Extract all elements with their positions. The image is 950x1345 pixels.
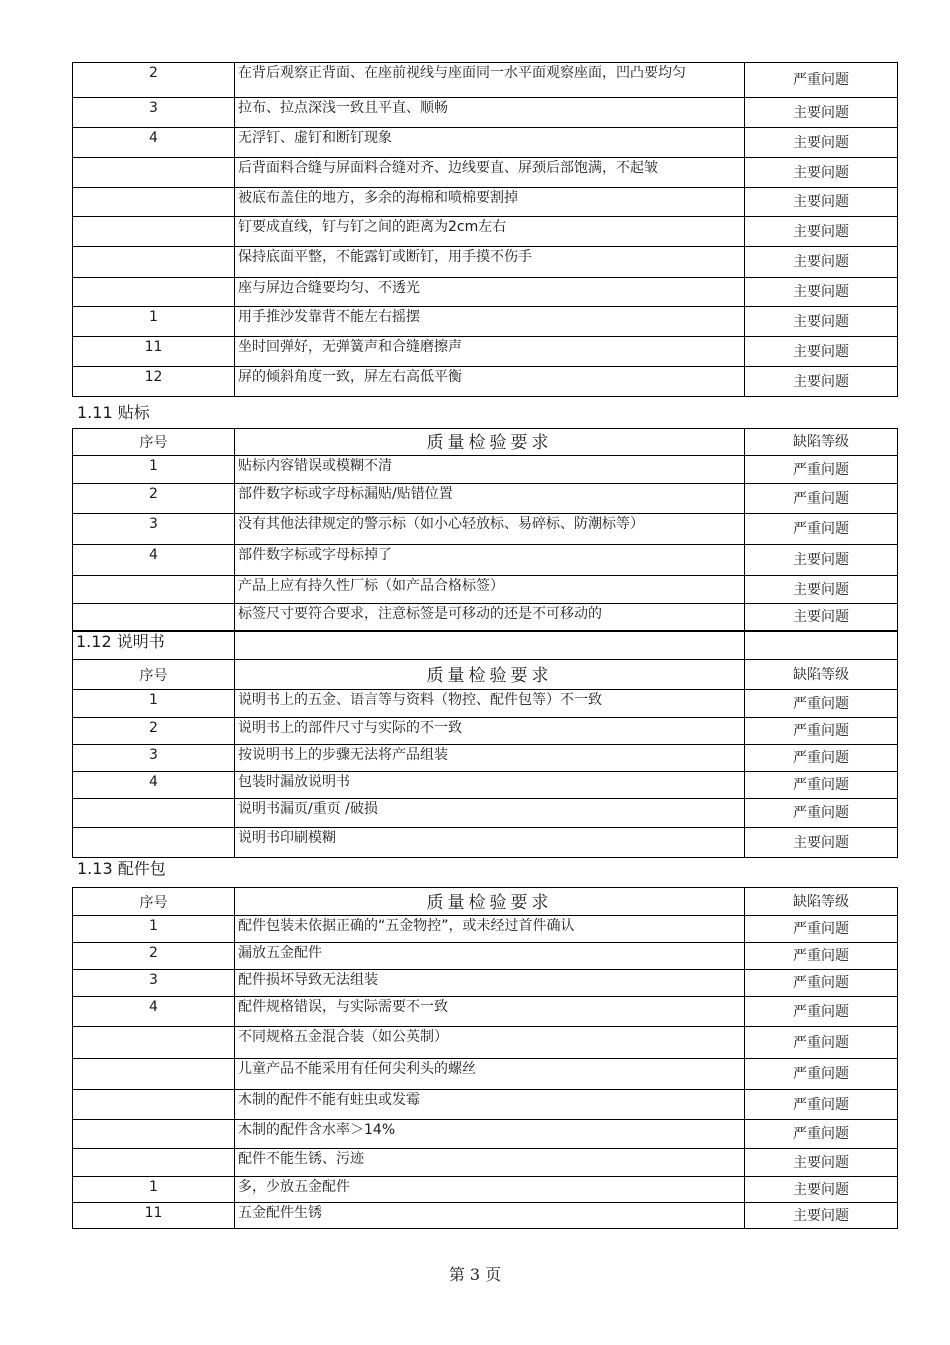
- row-number: [76, 158, 231, 160]
- defect-level-cell: [745, 188, 898, 217]
- table-row: [73, 1203, 898, 1229]
- defect-level: 严重问题: [793, 723, 849, 739]
- defect-level-cell: [745, 718, 898, 745]
- defect-level: 主要问题: [793, 1181, 849, 1198]
- row-number-cell: [73, 1203, 235, 1229]
- requirement-text-cell: [235, 888, 745, 916]
- defect-level-cell: [745, 997, 898, 1027]
- defect-level-cell: [745, 1120, 898, 1149]
- requirement-text: 后背面料合缝与屏面料合缝对齐、边线要直、屏颈后部饱满，不起皱: [238, 160, 658, 176]
- row-number: 序号: [139, 667, 168, 684]
- table-row: [73, 718, 898, 745]
- table-row: [73, 217, 898, 247]
- table-row: [73, 1177, 898, 1203]
- defect-level-cell: [745, 745, 898, 772]
- defect-level-cell: [745, 63, 898, 98]
- requirement-text-cell: [235, 128, 745, 158]
- row-number-cell: [73, 188, 235, 217]
- defect-level: 严重问题: [793, 777, 849, 793]
- defect-level-cell: [745, 772, 898, 799]
- row-number: 2: [149, 720, 158, 736]
- defect-level-cell: [745, 970, 898, 997]
- table-row: [73, 337, 898, 367]
- table-row: [73, 1059, 898, 1090]
- requirement-text-cell: [235, 429, 745, 456]
- requirement-text: 保持底面平整，不能露钉或断钉，用手摸不伤手: [238, 249, 532, 265]
- table-row: [73, 456, 898, 484]
- row-number: 1: [149, 309, 158, 325]
- row-number-cell: [73, 799, 235, 828]
- row-number: 3: [149, 516, 158, 532]
- requirement-text-cell: [235, 1059, 745, 1090]
- row-number-cell: [73, 997, 235, 1027]
- defect-level-cell: [745, 545, 898, 576]
- requirement-text: 质量检验要求: [426, 892, 553, 913]
- table-row: [73, 1120, 898, 1149]
- defect-level-cell: [745, 576, 898, 604]
- table-row: [73, 943, 898, 970]
- row-number: [76, 1027, 231, 1029]
- defect-level-cell: [745, 456, 898, 484]
- defect-level-cell: [745, 1203, 898, 1229]
- table-row: [73, 367, 898, 397]
- defect-level-cell: [745, 1149, 898, 1177]
- row-number: 11: [144, 1205, 163, 1221]
- requirement-text-cell: [235, 1090, 745, 1120]
- defect-level: 严重问题: [793, 1066, 849, 1082]
- requirement-text-cell: [235, 545, 745, 576]
- requirement-text-cell: [235, 828, 745, 858]
- requirement-text-cell: [235, 98, 745, 128]
- row-number-cell: [73, 1090, 235, 1120]
- table-row: [73, 745, 898, 772]
- defect-level: 缺陷等级: [793, 893, 849, 910]
- row-number: [76, 576, 231, 578]
- row-number-cell: [73, 247, 235, 278]
- table-row: [73, 576, 898, 604]
- row-number-cell: [73, 307, 235, 337]
- requirement-text: 屏的倾斜角度一致，屏左右高低平衡: [238, 369, 462, 385]
- row-number: 3: [149, 972, 158, 988]
- defect-level: 严重问题: [793, 921, 849, 937]
- section-title-cell: [73, 632, 235, 660]
- row-number: 序号: [139, 894, 168, 911]
- row-number: 11: [144, 339, 163, 355]
- requirement-text-cell: [235, 456, 745, 484]
- defect-level-cell: [745, 514, 898, 545]
- requirement-text: 坐时回弹好，无弹簧声和合缝磨擦声: [238, 339, 462, 355]
- table-row: [73, 158, 898, 188]
- table-row: [73, 799, 898, 828]
- defect-level-cell: [745, 1090, 898, 1120]
- requirement-text-cell: [235, 1177, 745, 1203]
- table-row: [73, 828, 898, 858]
- row-number: 1: [149, 918, 158, 934]
- quality-table-1-11: [72, 428, 898, 631]
- table-row: [73, 1027, 898, 1059]
- row-number-cell: [73, 660, 235, 690]
- defect-level: 严重问题: [793, 521, 849, 537]
- row-number-cell: [73, 128, 235, 158]
- defect-level-cell: [745, 690, 898, 718]
- table-row: [73, 997, 898, 1027]
- requirement-text: 部件数字标或字母标掉了: [238, 547, 392, 563]
- defect-level-cell: [745, 1177, 898, 1203]
- empty-cell: [745, 632, 898, 660]
- requirement-text-cell: [235, 1027, 745, 1059]
- requirement-text: 说明书漏页/重页 /破损: [238, 801, 378, 817]
- defect-level: 主要问题: [793, 1154, 849, 1171]
- defect-level-cell: [745, 916, 898, 943]
- row-number: 4: [149, 774, 158, 790]
- requirement-text: 拉布、拉点深浅一致且平直、顺畅: [238, 100, 448, 116]
- defect-level-cell: [745, 888, 898, 916]
- section-title-1-12: 1.12 说明书: [76, 632, 165, 651]
- table-row: [73, 247, 898, 278]
- table-header-row: [73, 888, 898, 916]
- row-number: 1: [149, 1179, 158, 1195]
- row-number: 2: [149, 65, 158, 81]
- defect-level: 严重问题: [793, 1096, 849, 1113]
- section-title-row: [73, 632, 898, 660]
- row-number-cell: [73, 63, 235, 98]
- table-row: [73, 1090, 898, 1120]
- row-number: 3: [149, 747, 158, 763]
- row-number-cell: [73, 576, 235, 604]
- quality-table-1-13: [72, 887, 898, 1229]
- row-number: [76, 217, 231, 219]
- row-number: 3: [149, 100, 158, 116]
- requirement-text-cell: [235, 217, 745, 247]
- empty-cell: [235, 632, 745, 660]
- row-number: 序号: [139, 435, 168, 451]
- row-number: [76, 1149, 231, 1151]
- defect-level: 主要问题: [793, 373, 849, 390]
- table-row: [73, 604, 898, 631]
- requirement-text: 产品上应有持久性厂标（如产品合格标签）: [238, 578, 504, 594]
- defect-level: 缺陷等级: [793, 666, 849, 683]
- defect-level-cell: [745, 660, 898, 690]
- requirement-text-cell: [235, 799, 745, 828]
- requirement-text: 配件包装未依据正确的“五金物控”，或未经过首件确认: [238, 918, 575, 934]
- requirement-text: 钉要成直线，钉与钉之间的距离为2cm左右: [238, 219, 507, 235]
- defect-level: 主要问题: [793, 134, 849, 151]
- table-row: [73, 307, 898, 337]
- defect-level-cell: [745, 604, 898, 631]
- defect-level: 主要问题: [793, 104, 849, 121]
- requirement-text-cell: [235, 660, 745, 690]
- table-row: [73, 545, 898, 576]
- requirement-text-cell: [235, 970, 745, 997]
- defect-level-cell: [745, 943, 898, 970]
- defect-level: 严重问题: [793, 72, 849, 88]
- row-number: 1: [149, 458, 158, 474]
- defect-level: 主要问题: [793, 834, 849, 851]
- table-header-row: [73, 429, 898, 456]
- requirement-text-cell: [235, 1203, 745, 1229]
- requirement-text-cell: [235, 158, 745, 188]
- row-number: 4: [149, 130, 158, 146]
- requirement-text-cell: [235, 943, 745, 970]
- defect-level-cell: [745, 98, 898, 128]
- defect-level: 缺陷等级: [793, 434, 849, 450]
- defect-level: 主要问题: [793, 313, 849, 330]
- row-number-cell: [73, 1120, 235, 1149]
- requirement-text: 标签尺寸要符合要求，注意标签是可移动的还是不可移动的: [238, 606, 602, 622]
- defect-level: 主要问题: [793, 194, 849, 210]
- defect-level-cell: [745, 217, 898, 247]
- requirement-text-cell: [235, 278, 745, 307]
- row-number-cell: [73, 278, 235, 307]
- requirement-text: 用手推沙发靠背不能左右摇摆: [238, 309, 420, 325]
- defect-level: 严重问题: [793, 1034, 849, 1051]
- page-number: 第 3 页: [448, 1265, 502, 1284]
- requirement-text: 按说明书上的步骤无法将产品组装: [238, 747, 448, 763]
- defect-level: 严重问题: [793, 1126, 849, 1142]
- requirement-text: 被底布盖住的地方，多余的海棉和喷棉要割掉: [238, 190, 518, 206]
- row-number: 4: [149, 999, 158, 1015]
- row-number-cell: [73, 604, 235, 631]
- requirement-text-cell: [235, 576, 745, 604]
- row-number-cell: [73, 514, 235, 545]
- table-row: [73, 970, 898, 997]
- requirement-text: 无浮钉、虚钉和断钉现象: [238, 130, 392, 146]
- defect-level-cell: [745, 247, 898, 278]
- row-number: [76, 604, 231, 606]
- defect-level-cell: [745, 307, 898, 337]
- row-number-cell: [73, 429, 235, 456]
- requirement-text-cell: [235, 1120, 745, 1149]
- requirement-text-cell: [235, 1149, 745, 1177]
- row-number: [76, 188, 231, 190]
- requirement-text: 包装时漏放说明书: [238, 774, 350, 790]
- row-number-cell: [73, 217, 235, 247]
- defect-level-cell: [745, 128, 898, 158]
- row-number-cell: [73, 1149, 235, 1177]
- requirement-text: 部件数字标或字母标漏贴/贴错位置: [238, 486, 453, 502]
- row-number-cell: [73, 916, 235, 943]
- defect-level: 严重问题: [793, 805, 849, 821]
- requirement-text-cell: [235, 307, 745, 337]
- defect-level-cell: [745, 429, 898, 456]
- row-number: [76, 828, 231, 830]
- requirement-text-cell: [235, 484, 745, 514]
- row-number-cell: [73, 1059, 235, 1090]
- defect-level-cell: [745, 1059, 898, 1090]
- requirement-text: 质量检验要求: [426, 433, 553, 453]
- defect-level: 主要问题: [793, 1207, 849, 1224]
- row-number-cell: [73, 367, 235, 397]
- table-row: [73, 690, 898, 718]
- requirement-text: 不同规格五金混合装（如公英制）: [238, 1029, 448, 1045]
- requirement-text-cell: [235, 772, 745, 799]
- requirement-text-cell: [235, 745, 745, 772]
- requirement-text-cell: [235, 718, 745, 745]
- row-number-cell: [73, 158, 235, 188]
- defect-level: 主要问题: [793, 284, 849, 300]
- row-number: [76, 799, 231, 801]
- defect-level: 主要问题: [793, 164, 849, 181]
- requirement-text: 多，少放五金配件: [238, 1179, 350, 1195]
- defect-level: 主要问题: [793, 223, 849, 240]
- row-number: [76, 1090, 231, 1092]
- requirement-text: 说明书上的五金、语言等与资料（物控、配件包等）不一致: [238, 692, 602, 708]
- requirement-text: 配件损坏导致无法组装: [238, 972, 378, 988]
- row-number-cell: [73, 545, 235, 576]
- requirement-text: 在背后观察正背面、在座前视线与座面同一水平面观察座面，凹凸要均匀: [238, 65, 686, 81]
- defect-level: 严重问题: [793, 461, 849, 478]
- table-row: [73, 98, 898, 128]
- row-number: 2: [149, 945, 158, 961]
- defect-level: 严重问题: [793, 695, 849, 712]
- table-row: [73, 514, 898, 545]
- defect-level: 主要问题: [793, 552, 849, 568]
- section-title-1-11: 1.11 贴标: [77, 403, 150, 422]
- row-number: [76, 1059, 231, 1061]
- defect-level: 严重问题: [793, 948, 849, 964]
- defect-level-cell: [745, 1027, 898, 1059]
- requirement-text-cell: [235, 337, 745, 367]
- requirement-text-cell: [235, 63, 745, 98]
- requirement-text-cell: [235, 604, 745, 631]
- requirement-text: 五金配件生锈: [238, 1205, 322, 1221]
- section-title-1-13: 1.13 配件包: [77, 859, 166, 878]
- requirement-text-cell: [235, 997, 745, 1027]
- requirement-text-cell: [235, 916, 745, 943]
- row-number-cell: [73, 772, 235, 799]
- row-number: 1: [149, 692, 158, 708]
- requirement-text-cell: [235, 690, 745, 718]
- table-row: [73, 128, 898, 158]
- requirement-text-cell: [235, 514, 745, 545]
- row-number-cell: [73, 484, 235, 514]
- defect-level: 严重问题: [793, 975, 849, 991]
- defect-level: 严重问题: [793, 1003, 849, 1020]
- row-number-cell: [73, 1177, 235, 1203]
- requirement-text: 贴标内容错误或模糊不清: [238, 458, 392, 474]
- defect-level-cell: [745, 799, 898, 828]
- table-header-row: [73, 660, 898, 690]
- table-row: [73, 278, 898, 307]
- row-number-cell: [73, 337, 235, 367]
- requirement-text-cell: [235, 188, 745, 217]
- defect-level: 主要问题: [793, 609, 849, 625]
- row-number: [76, 247, 231, 249]
- row-number-cell: [73, 456, 235, 484]
- defect-level: 主要问题: [793, 581, 849, 598]
- requirement-text: 没有其他法律规定的警示标（如小心轻放标、易碎标、防潮标等）: [238, 516, 644, 532]
- defect-level: 严重问题: [793, 490, 849, 507]
- row-number-cell: [73, 888, 235, 916]
- row-number-cell: [73, 98, 235, 128]
- row-number: [76, 278, 231, 280]
- requirement-text-cell: [235, 367, 745, 397]
- defect-level-cell: [745, 158, 898, 188]
- row-number: 12: [144, 369, 163, 385]
- requirement-text: 配件不能生锈、污迹: [238, 1151, 364, 1167]
- defect-level: 主要问题: [793, 343, 849, 360]
- row-number-cell: [73, 943, 235, 970]
- requirement-text: 质量检验要求: [426, 665, 553, 686]
- table-row: [73, 188, 898, 217]
- row-number: 4: [149, 547, 158, 563]
- row-number: 2: [149, 486, 158, 502]
- row-number-cell: [73, 828, 235, 858]
- table-row: [73, 63, 898, 98]
- defect-level-cell: [745, 278, 898, 307]
- defect-level-cell: [745, 828, 898, 858]
- requirement-text: 漏放五金配件: [238, 945, 322, 961]
- requirement-text: 说明书印刷模糊: [238, 830, 336, 846]
- defect-level-cell: [745, 337, 898, 367]
- row-number-cell: [73, 1027, 235, 1059]
- requirement-text: 儿童产品不能采用有任何尖利头的螺丝: [238, 1061, 476, 1077]
- defect-level: 主要问题: [793, 254, 849, 270]
- defect-level-cell: [745, 367, 898, 397]
- requirement-text: 说明书上的部件尺寸与实际的不一致: [238, 720, 462, 736]
- row-number-cell: [73, 970, 235, 997]
- table-row: [73, 484, 898, 514]
- quality-table-1-10: [72, 62, 898, 397]
- defect-level-cell: [745, 484, 898, 514]
- requirement-text: 座与屏边合缝要均匀、不透光: [238, 280, 420, 296]
- table-row: [73, 916, 898, 943]
- row-number: [76, 1120, 231, 1122]
- quality-table-1-12: [72, 631, 898, 858]
- row-number-cell: [73, 718, 235, 745]
- requirement-text: 配件规格错误，与实际需要不一致: [238, 999, 448, 1015]
- table-row: [73, 1149, 898, 1177]
- requirement-text-cell: [235, 247, 745, 278]
- row-number-cell: [73, 690, 235, 718]
- table-row: [73, 772, 898, 799]
- defect-level: 严重问题: [793, 750, 849, 766]
- requirement-text: 木制的配件不能有蛀虫或发霉: [238, 1092, 420, 1108]
- row-number-cell: [73, 745, 235, 772]
- requirement-text: 木制的配件含水率＞14%: [238, 1122, 396, 1138]
